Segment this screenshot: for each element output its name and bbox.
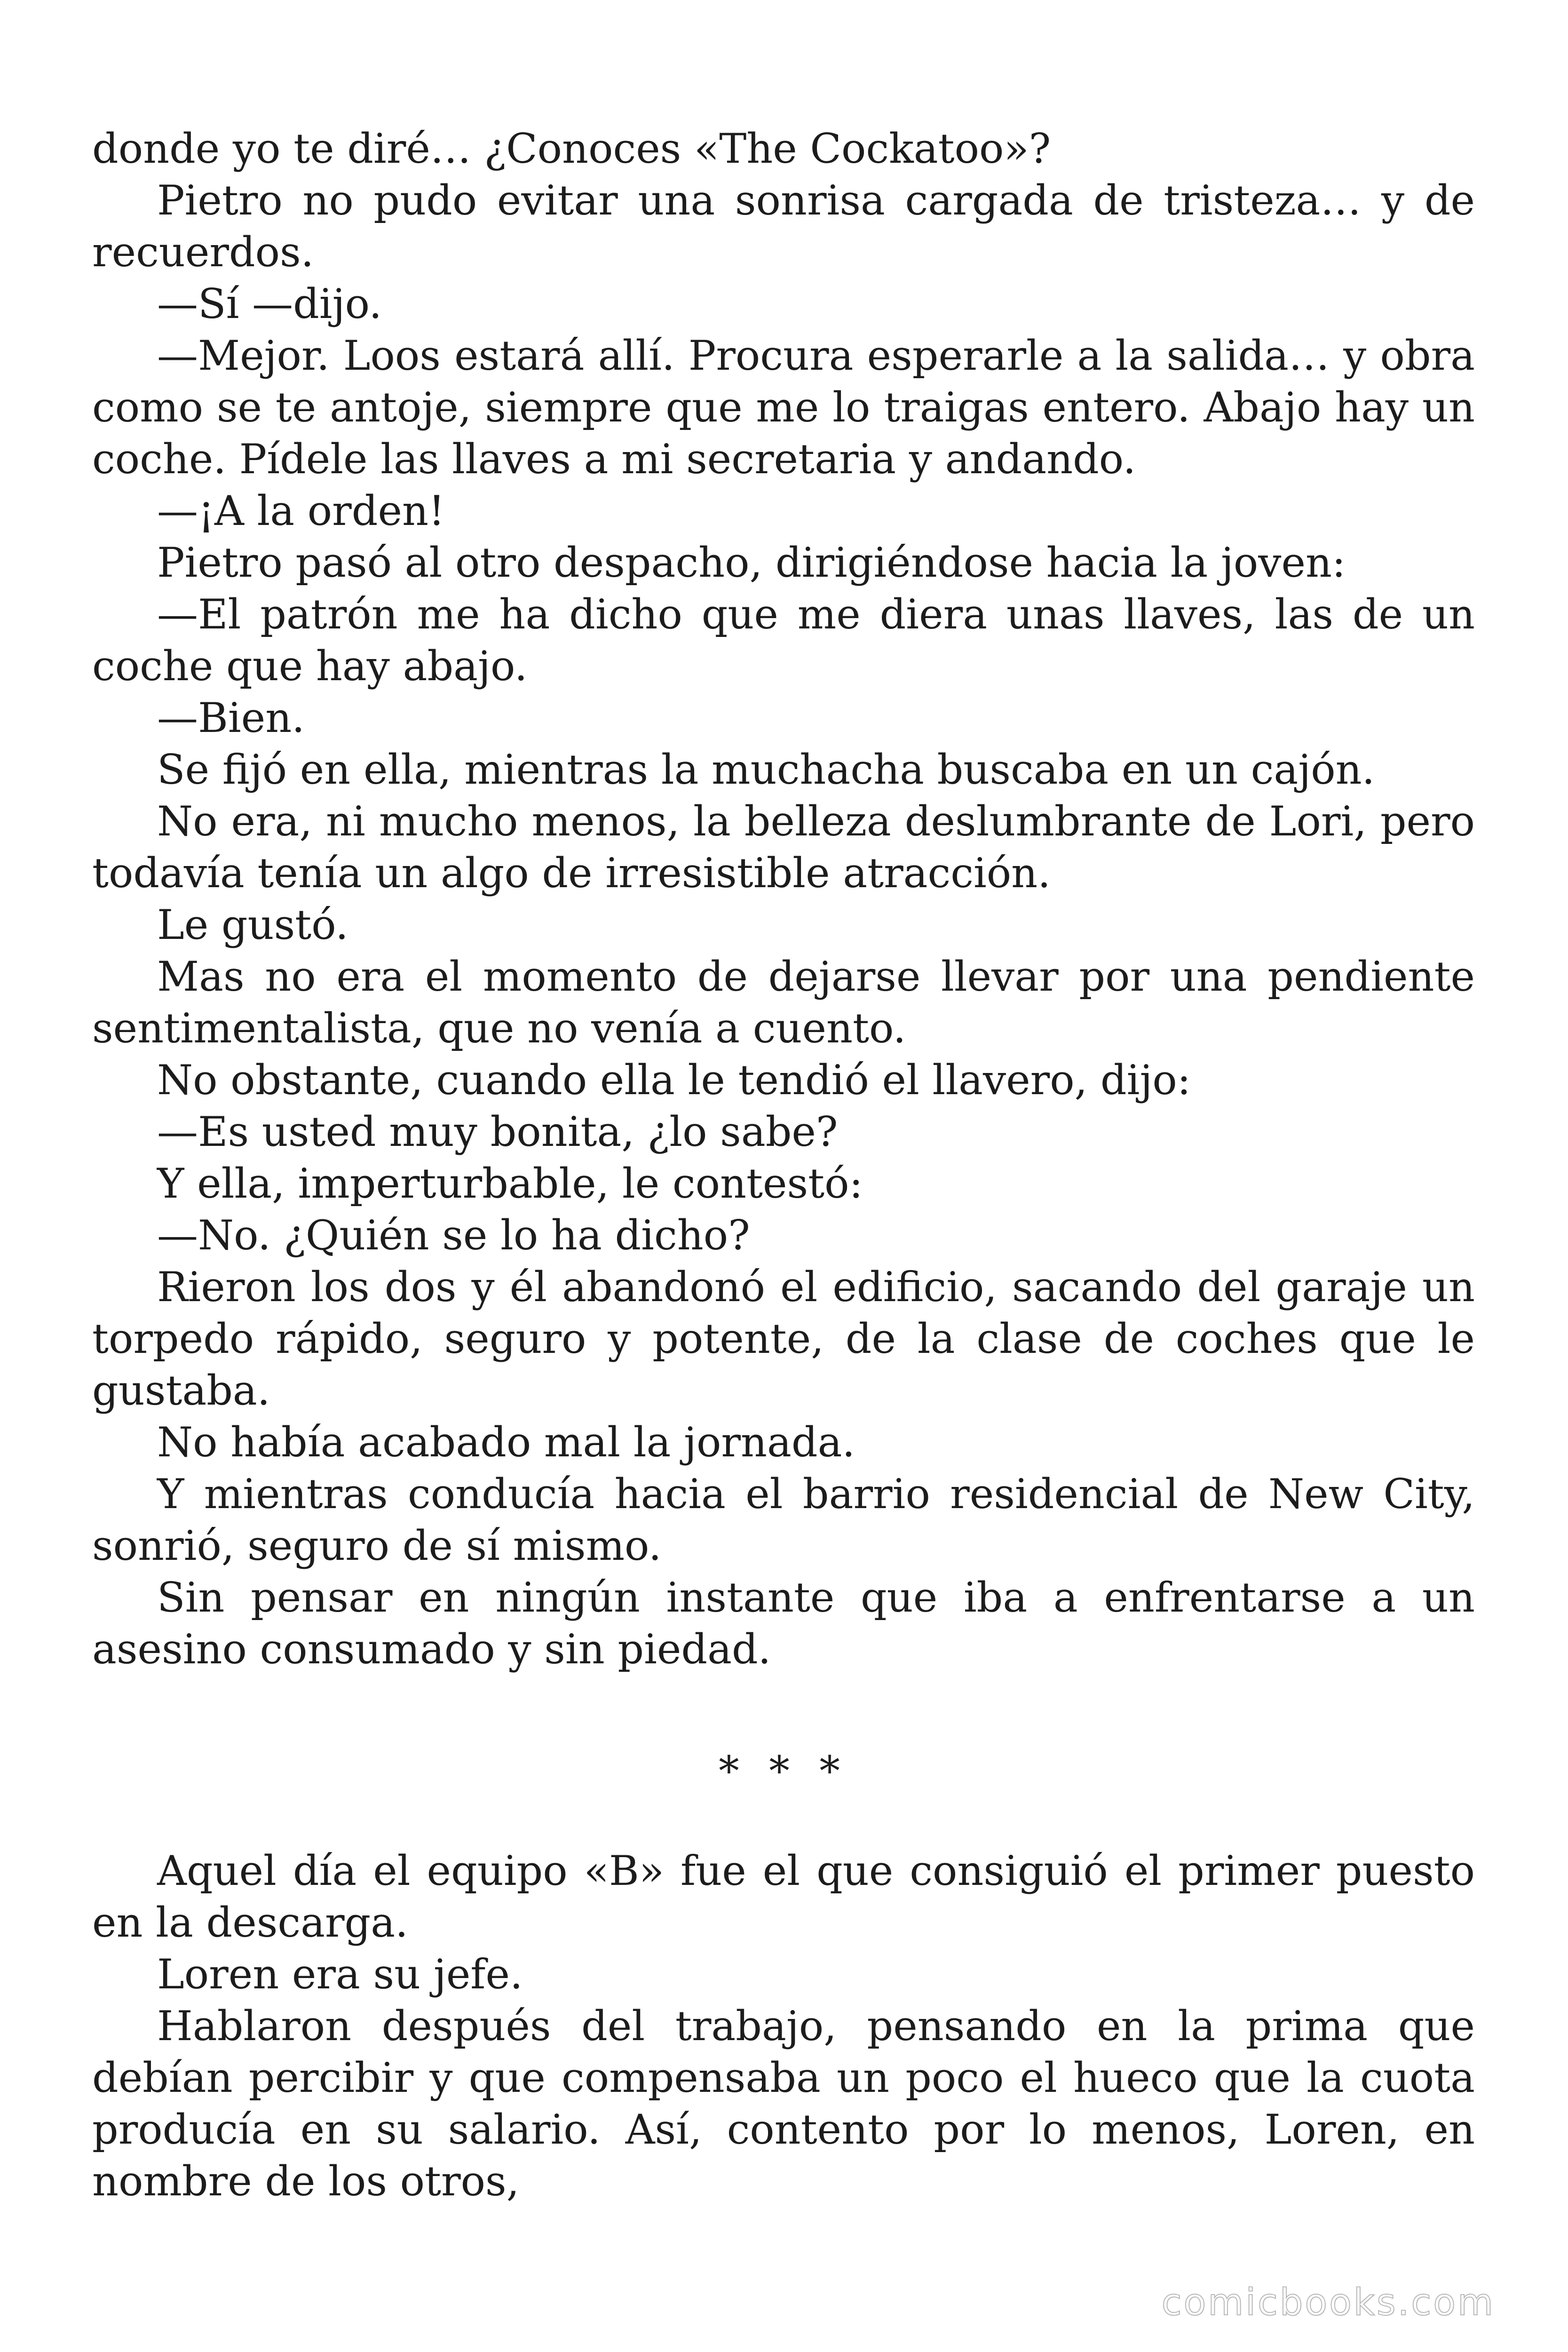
paragraph: —Bien. — [157, 694, 305, 742]
paragraph: Loren era su jefe. — [157, 1950, 523, 1998]
text-block-after-break — [92, 1845, 1475, 2207]
paragraph: Se fijó en ella, mientras la muchacha buscaba en un cajón. — [157, 746, 1375, 794]
paragraph: —No. ¿Quién se lo ha dicho? — [157, 1211, 750, 1259]
paragraph: No era, ni mucho menos, la belleza deslumbrante de Lori, pero todavía tenía un algo de irresistible atracción. — [92, 797, 1475, 897]
paragraph: Le gustó. — [157, 901, 348, 949]
paragraph: —Mejor. Loos estará allí. Procura esperarle a la salida… y obra como se te antoje, siempre que me lo traigas entero. Abajo hay un coche. Pídele las llaves a mi secretaria y andando. — [92, 332, 1475, 483]
paragraph: —Es usted muy bonita, ¿lo sabe? — [157, 1108, 838, 1156]
paragraph: Y mientras conducía hacia el barrio residencial de New City, sonrió, seguro de sí mismo. — [92, 1470, 1475, 1570]
scene-break: * * * — [719, 1747, 848, 1795]
paragraph: donde yo te diré… ¿Conoces «The Cockatoo»? — [92, 125, 1051, 173]
paragraph: Y ella, imperturbable, le contestó: — [157, 1160, 863, 1208]
paragraph: Rieron los dos y él abandonó el edificio, sacando del garaje un torpedo rápido, seguro y potente, de la clase de coches que le gustaba. — [92, 1263, 1475, 1414]
paragraph: —Sí —dijo. — [157, 280, 382, 328]
paragraph: —El patrón me ha dicho que me diera unas llaves, las de un coche que hay abajo. — [92, 590, 1475, 690]
paragraph: Aquel día el equipo «B» fue el que consiguió el primer puesto en la descarga. — [92, 1847, 1475, 1947]
paragraph: Sin pensar en ningún instante que iba a enfrentarse a un asesino consumado y sin piedad. — [92, 1573, 1475, 1673]
book-page — [92, 0, 1475, 2352]
watermark: comicbooks.com — [1161, 2281, 1495, 2324]
paragraph: No obstante, cuando ella le tendió el llavero, dijo: — [157, 1056, 1191, 1104]
paragraph: Pietro no pudo evitar una sonrisa cargada de tristeza… y de recuerdos. — [92, 176, 1475, 276]
paragraph: No había acabado mal la jornada. — [157, 1418, 855, 1466]
paragraph: —¡A la orden! — [157, 487, 445, 535]
text-block-before-break — [92, 123, 1475, 1675]
paragraph: Hablaron después del trabajo, pensando en la prima que debían percibir y que compensaba un poco el hueco que la cuota producía en su salario. Así, contento por lo menos, Loren, en nombre de los otros, — [92, 2002, 1475, 2205]
paragraph: Mas no era el momento de dejarse llevar por una pendiente sentimentalista, que no venía a cuento. — [92, 953, 1475, 1052]
paragraph: Pietro pasó al otro despacho, dirigiéndose hacia la joven: — [157, 539, 1346, 587]
